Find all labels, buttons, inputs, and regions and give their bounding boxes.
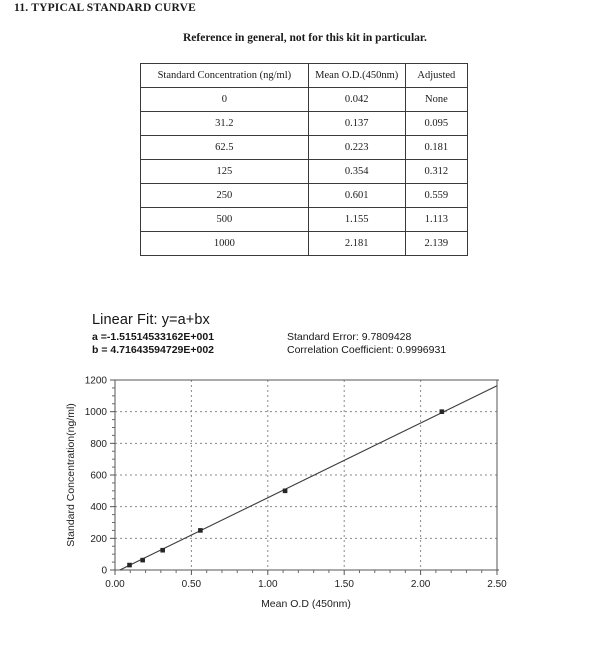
cell-mean-od: 0.042	[308, 88, 405, 112]
data-point	[128, 563, 132, 567]
cell-adjusted: None	[405, 88, 467, 112]
table-row	[141, 160, 468, 184]
data-point	[141, 558, 145, 562]
cell-adjusted: 0.181	[405, 136, 467, 160]
y-tick-label: 800	[90, 438, 107, 450]
y-tick-label: 400	[90, 502, 107, 514]
table-header-row	[141, 64, 468, 88]
data-point	[283, 489, 287, 493]
data-point	[440, 410, 444, 414]
table-row	[141, 232, 468, 256]
y-tick-label: 1200	[84, 375, 107, 387]
cell-mean-od: 0.354	[308, 160, 405, 184]
x-tick-label: 0.00	[105, 579, 125, 590]
data-point	[161, 548, 165, 552]
cell-adjusted: 1.113	[405, 208, 467, 232]
x-tick-label: 0.50	[181, 579, 202, 590]
fit-coefficient-b: b = 4.71643594729E+002	[92, 344, 215, 356]
linear-fit-title: Linear Fit: y=a+bx	[92, 312, 210, 328]
cell-mean-od: 0.601	[308, 184, 405, 208]
cell-adjusted: 0.312	[405, 160, 467, 184]
y-tick-label: 600	[90, 470, 107, 482]
cell-concentration: 250	[141, 184, 309, 208]
cell-concentration: 500	[141, 208, 309, 232]
cell-mean-od: 1.155	[308, 208, 405, 232]
column-header-concentration: Standard Concentration (ng/ml)	[141, 64, 309, 88]
cell-concentration: 62.5	[141, 136, 309, 160]
cell-adjusted: 0.559	[405, 184, 467, 208]
fit-correlation-coefficient: Correlation Coefficient: 0.9996931	[287, 344, 447, 356]
cell-concentration: 125	[141, 160, 309, 184]
cell-concentration: 1000	[141, 232, 309, 256]
x-axis-title: Mean O.D (450nm)	[261, 598, 351, 610]
data-point	[198, 528, 202, 532]
y-tick-label: 200	[90, 533, 107, 545]
y-axis-title: Standard Concentration(ng/ml)	[65, 403, 77, 547]
page-title: 11. TYPICAL STANDARD CURVE	[14, 2, 197, 14]
fit-row-a	[92, 331, 446, 344]
cell-mean-od: 0.137	[308, 112, 405, 136]
column-header-adjusted: Adjusted	[405, 64, 467, 88]
column-header-mean-od: Mean O.D.(450nm)	[308, 64, 405, 88]
cell-adjusted: 0.095	[405, 112, 467, 136]
cell-mean-od: 0.223	[308, 136, 405, 160]
standard-curve-chart	[60, 372, 560, 622]
chart-canvas	[60, 372, 560, 622]
table-row	[141, 136, 468, 160]
standard-curve-table	[140, 63, 468, 256]
cell-concentration: 0	[141, 88, 309, 112]
fit-row-b	[92, 344, 446, 357]
table-row	[141, 112, 468, 136]
fit-standard-error: Standard Error: 9.7809428	[287, 331, 412, 343]
x-tick-label: 2.50	[487, 579, 507, 590]
cell-adjusted: 2.139	[405, 232, 467, 256]
x-tick-label: 2.00	[410, 579, 431, 590]
x-tick-label: 1.50	[334, 579, 354, 590]
x-tick-label: 1.00	[258, 579, 278, 590]
y-tick-label: 1000	[84, 407, 107, 419]
cell-concentration: 31.2	[141, 112, 309, 136]
table-row	[141, 208, 468, 232]
table-row	[141, 88, 468, 112]
cell-mean-od: 2.181	[308, 232, 405, 256]
table-row	[141, 184, 468, 208]
y-tick-label: 0	[101, 565, 107, 577]
linear-fit-summary	[92, 312, 446, 357]
subtitle-note: Reference in general, not for this kit in particular.	[183, 32, 427, 44]
fit-coefficient-a: a =-1.51514533162E+001	[92, 331, 215, 343]
